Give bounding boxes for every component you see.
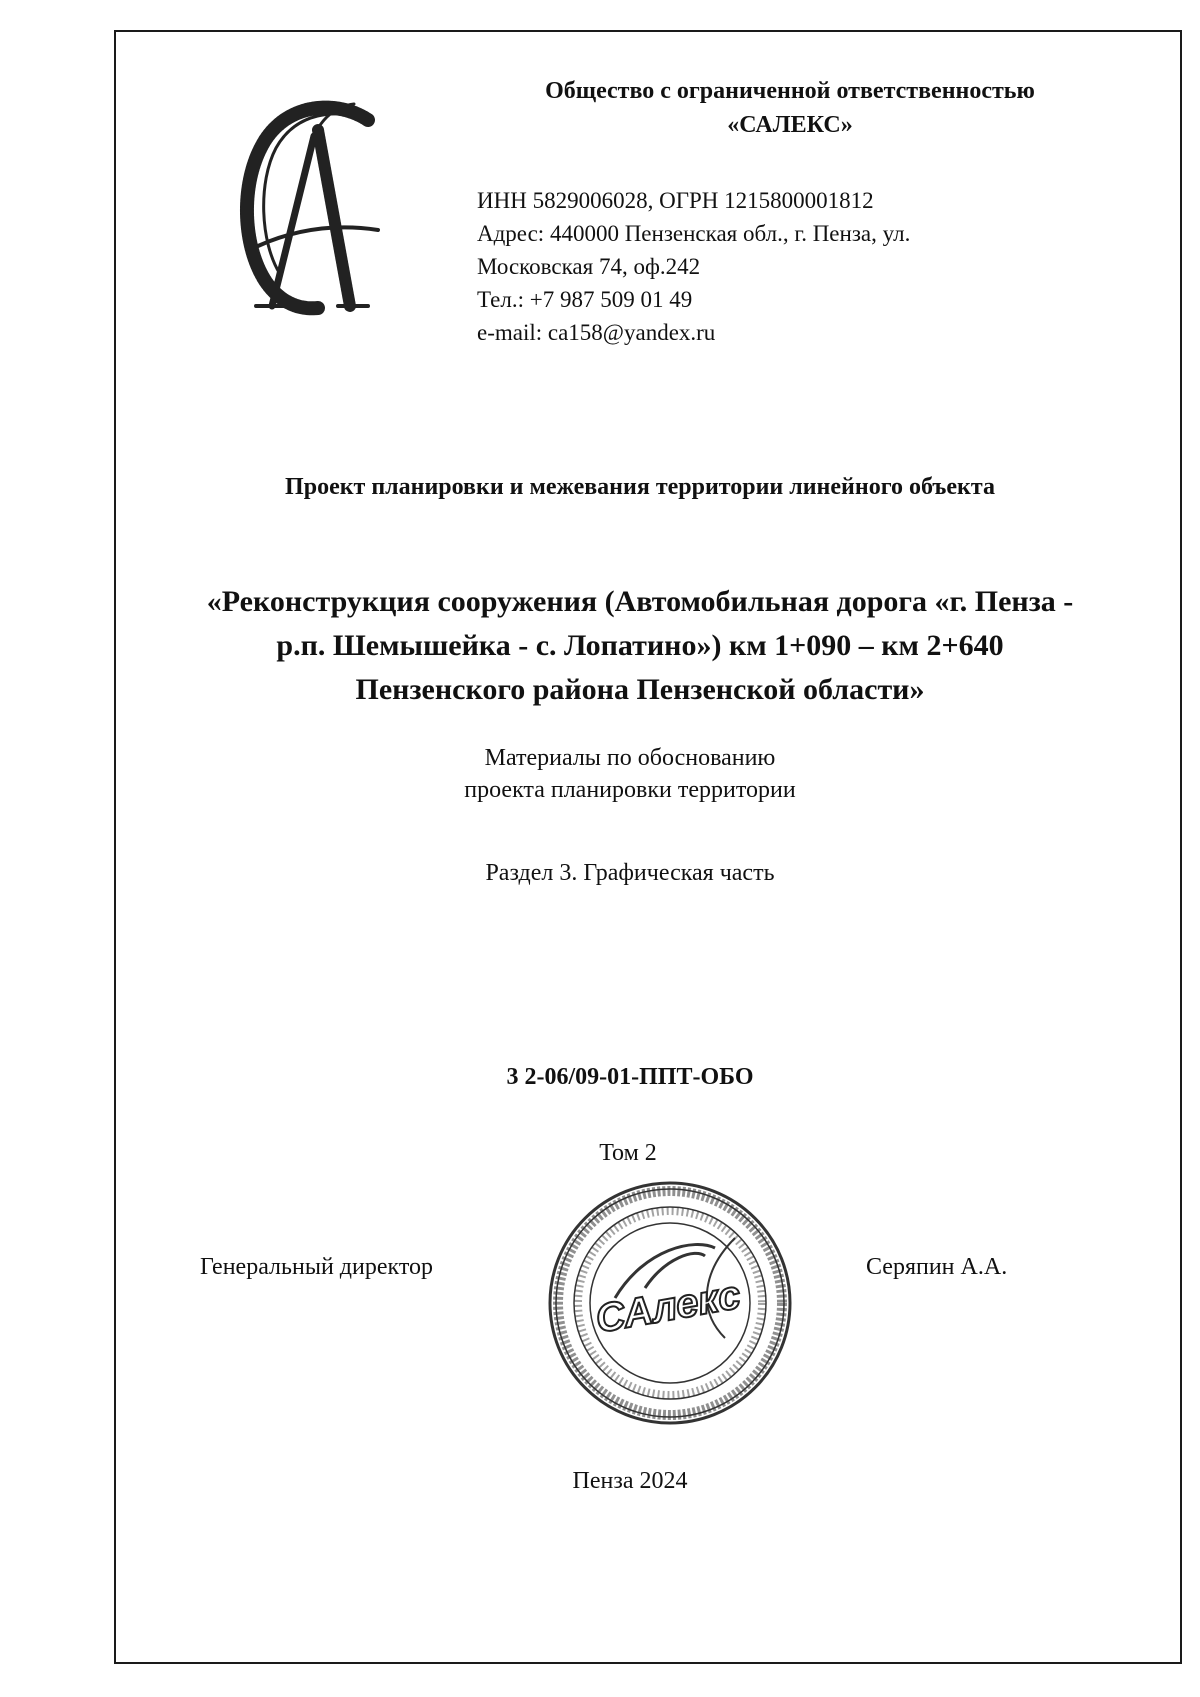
- project-title-line1: «Реконструкция сооружения (Автомобильная дорога «г. Пенза -: [206, 585, 1074, 618]
- organization-name-line2: «САЛЕКС»: [727, 112, 853, 138]
- document-code: 3 2-06/09-01-ППТ-ОБО: [506, 1064, 754, 1090]
- signer-position: Генеральный директор: [200, 1254, 434, 1280]
- project-title-line2: р.п. Шемышейка - с. Лопатино») км 1+090 – км 2+640: [276, 629, 1004, 662]
- company-seal-stamp-icon: [545, 1178, 795, 1428]
- project-type: Проект планировки и межевания территории линейного объекта: [285, 474, 995, 500]
- email: e-mail: ca158@yandex.ru: [477, 320, 716, 345]
- organization-name: [470, 74, 1110, 142]
- project-title-line3: Пензенского района Пензенской области»: [355, 673, 925, 706]
- section-title: Раздел 3. Графическая часть: [485, 860, 775, 886]
- inn-ogrn: ИНН 5829006028, ОГРН 1215800001812: [477, 188, 874, 213]
- materials-line1: Материалы по обоснованию: [484, 745, 776, 771]
- project-title: [130, 580, 1150, 712]
- address-line2: Московская 74, оф.242: [477, 254, 701, 279]
- stamp-text: САлекс: [592, 1272, 744, 1342]
- sa-monogram-logo-icon: [218, 96, 396, 324]
- address-line1: Адрес: 440000 Пензенская обл., г. Пенза, ул.: [477, 221, 911, 246]
- signer-name: Серяпин А.А.: [866, 1254, 1008, 1280]
- volume-number: Том 2: [599, 1140, 657, 1166]
- materials-line2: проекта планировки территории: [464, 777, 796, 803]
- materials-description: [230, 742, 1030, 806]
- organization-name-line1: Общество с ограниченной ответственностью: [545, 78, 1035, 104]
- phone: Тел.: +7 987 509 01 49: [477, 287, 693, 312]
- city-year: Пенза 2024: [572, 1468, 688, 1494]
- organization-details: [477, 184, 1117, 349]
